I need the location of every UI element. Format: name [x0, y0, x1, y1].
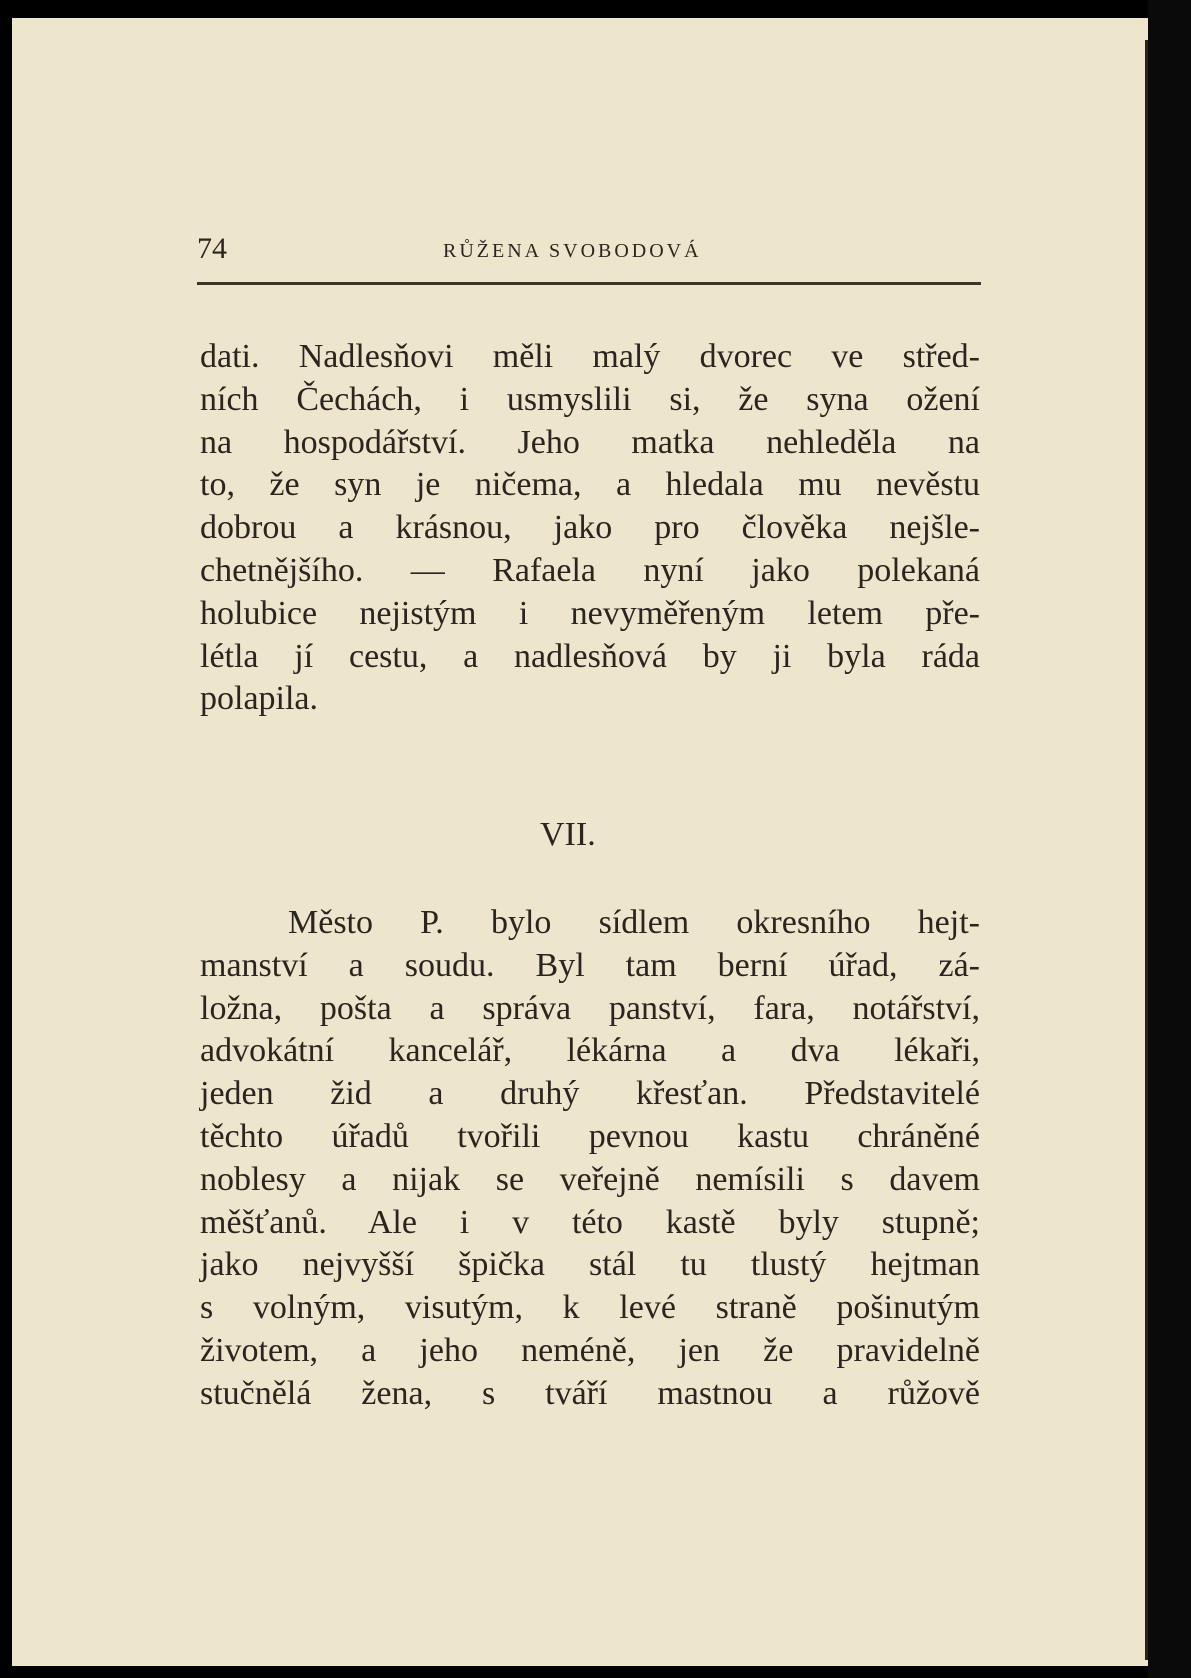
text-line: holubice nejistým i nevyměřeným letem pře- — [200, 594, 980, 632]
paragraph-2 — [200, 902, 980, 1416]
text-line: to, že syn je ničema, a hledala mu nevěstu — [200, 466, 980, 504]
text-line: životem, a jeho neméně, jen že pravidelně — [200, 1331, 980, 1369]
text-line: s volným, visutým, k levé straně pošinutým — [200, 1289, 980, 1327]
text-line: dati. Nadlesňovi měli malý dvorec ve střed- — [200, 338, 980, 375]
text-line: noblesy a nijak se veřejně nemísili s davem — [200, 1160, 980, 1198]
text-line: manství a soudu. Byl tam berní úřad, zá- — [200, 946, 980, 984]
paragraph-1 — [200, 336, 980, 721]
text-line: ložna, pošta a správa panství, fara, notářství, — [200, 989, 980, 1027]
text-line: chetnějšího. — Rafaela nyní jako polekaná — [200, 551, 980, 589]
text-line: jeden žid a druhý křesťan. Představitelé — [200, 1075, 980, 1113]
text-line: stučnělá žena, s tváří mastnou a růžově — [200, 1374, 980, 1412]
text-line: advokátní kancelář, lékárna a dva lékaři, — [200, 1032, 980, 1070]
chapter-heading: VII. — [540, 816, 596, 853]
text-line: jako nejvyšší špička stál tu tlustý hejtman — [200, 1246, 980, 1284]
text-line: Město P. bylo sídlem okresního hejt- — [288, 904, 980, 941]
page-number: 74 — [197, 232, 227, 265]
text-line: polapila. — [200, 680, 319, 718]
text-line: ních Čechách, i usmyslili si, že syna ožení — [200, 380, 980, 418]
page-header — [197, 228, 981, 268]
text-line: na hospodářství. Jeho matka nehleděla na — [200, 423, 980, 461]
text-line: měšťanů. Ale i v této kastě byly stupně; — [200, 1203, 980, 1241]
text-line: dobrou a krásnou, jako pro člověka nejšle- — [200, 509, 980, 547]
header-rule — [197, 282, 981, 285]
text-line: létla jí cestu, a nadlesňová by ji byla ráda — [200, 637, 980, 675]
text-line: těchto úřadů tvořili pevnou kastu chráněné — [200, 1117, 980, 1155]
running-head: RŮŽENA SVOBODOVÁ — [443, 240, 702, 262]
page-edge-shadow — [1148, 0, 1191, 1678]
